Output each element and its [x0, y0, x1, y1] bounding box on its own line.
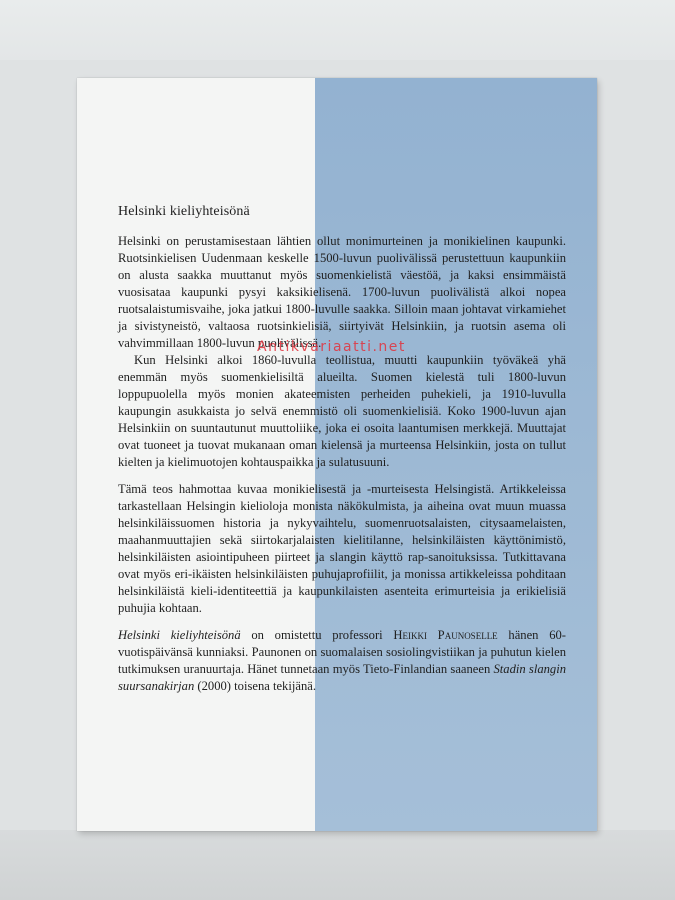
blurb-text	[118, 203, 566, 705]
blurb-section-3	[118, 627, 566, 695]
book-title-italic: Helsinki kieliyhteisönä	[118, 628, 241, 642]
blurb-title: Helsinki kieliyhteisönä	[118, 204, 250, 219]
paragraph-2: Kun Helsinki alkoi 1860-luvulla teollistua, muutti kaupunkiin työväkeä yhä enemmän myös suomenkielisiltä alueilta. Suomen kielestä tuli 1800-luvun loppupuolella myös monien akateemisten perheiden puhekieli, ja 1910-luvulla kaupungin asukkaista jo selvä enemmistö oli suomenkielisiä. Koko 1900-luvun ajan Helsinkiin on suuntautunut muuttoliike, joka ei osoita laantumisen merkkejä. Muuttajat ovat tuoneet ja tuovat mukanaan oman kielensä ja murteensa Helsinkiin, josta on tullut kielten ja kielimuotojen kohtauspaikka ja sulatusuuni.	[118, 353, 566, 469]
dictionary-title-italic: Stadin slangin suursanakirjan	[118, 662, 567, 693]
background-top	[0, 0, 675, 60]
paragraph-3: Tämä teos hahmottaa kuvaa monikielisestä ja -murteisesta Helsingistä. Artikkeleissa tarkastellaan Helsingin kielioloja monista näkökulmista, ja aiheina ovat muun muassa helsinkiläissuomen historia ja nykyvaihtelu, suomenruotsalaisten, citysaamelaisten, maahanmuuttajien sekä siirtokarjalaisten kielitilanne, helsinkiläisten käyttönimistö, helsinkiläisten asiointipuheen piirteet ja slangin käyttö rap-sanoituksissa. Tutkittavana ovat myös eri-ikäisten helsinkiläisten puhujaprofiilit, ja monissa artikkeleissa pohditaan helsinkiläistä kieli-identiteettiä ja kaupunkilaisten asenteita erimurteisia ja erikielisiä puhujia kohtaan.	[118, 482, 566, 615]
dedication-text-a: on omistettu professori	[240, 628, 394, 642]
dedication-text-b: hänen 60-vuotispäivänsä kunniaksi. Paunonen on suomalaisen sosiolingvistiikan ja puhutun kielen tutkimuksen uranuurtaja. Hänet tunnetaan myös Tieto-Finlandian saaneen	[118, 628, 566, 676]
paragraph-1: Helsinki on perustamisestaan lähtien ollut monimurteinen ja monikielinen kaupunki. Ruotsinkielisen Uudenmaan keskelle 1500-luvun puolivälissä perustettuun kaupunkiin on alusta saakka muuttanut myös suomenkielistä väestöä, ja kaksi ensimmäistä vuosisataa kaupunki pysyi kaksikielisenä. 1700-luvun puolivälistä alkoi nopea ruotsalaistumisvaihe, joka jatkui 1800-luvulle saakka. Silloin maan johtavat virkamiehet ja sivistyneistö, valtaosa ruotsinkielisiä, siirtyivät Helsinkiin, ja ruotsin asema oli vahvimmillaan 1800-luvun puolivälissä.	[118, 234, 566, 350]
paragraph-4	[118, 627, 566, 695]
honoree-name: Heikki Paunoselle	[393, 628, 498, 642]
background-surface	[0, 830, 675, 900]
dedication-text-c: (2000) toisena tekijänä.	[194, 679, 316, 693]
blurb-section-2	[118, 481, 566, 617]
watermark: Antikvariaatti.net	[257, 339, 406, 355]
book-back-cover	[77, 78, 597, 831]
